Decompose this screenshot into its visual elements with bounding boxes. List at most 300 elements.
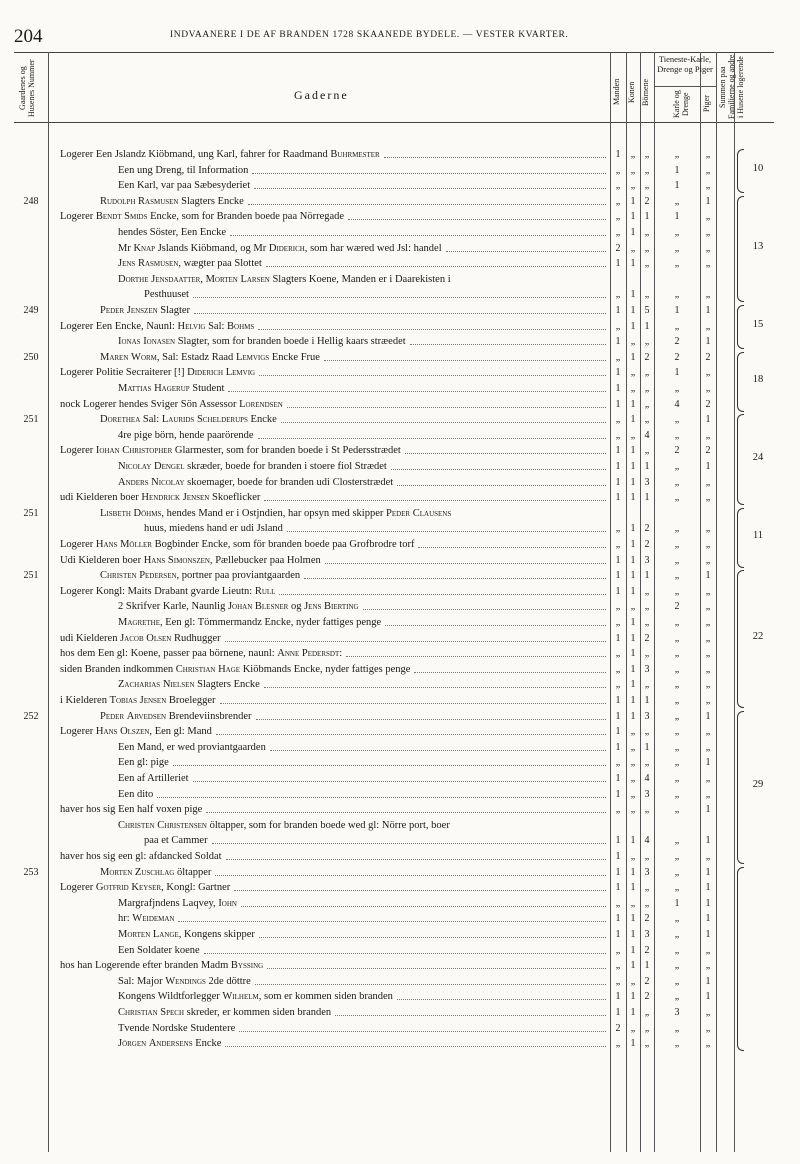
count-karle: „ xyxy=(674,991,680,1003)
count-konen: 1 xyxy=(630,585,636,597)
count-bornene: 2 xyxy=(644,991,650,1003)
count-konen: „ xyxy=(630,788,636,800)
entry-text: Lisbeth Döhms, hendes Mand er i Ostjndien, har opsyn med skipper Peder Clausens xyxy=(100,507,452,519)
count-bornene: 2 xyxy=(644,351,650,363)
count-piger: „ xyxy=(705,476,711,488)
entry-text: Mr Knap Jslands Kiöbmand, og Mr Diderich, som har wæred wed Jsl: handel xyxy=(118,242,442,254)
count-piger: „ xyxy=(705,180,711,192)
count-piger: „ xyxy=(705,944,711,956)
count-manden: „ xyxy=(615,944,621,956)
count-karle: „ xyxy=(674,773,680,784)
count-piger: „ xyxy=(705,960,711,972)
house-number: 250 xyxy=(23,351,39,363)
count-bornene: 2 xyxy=(644,195,650,207)
entry-text: Een gl: pige xyxy=(118,757,169,769)
house-number: 248 xyxy=(23,195,39,207)
count-bornene: „ xyxy=(644,804,650,816)
group-brace xyxy=(737,711,744,864)
count-bornene: 4 xyxy=(644,835,650,847)
count-bornene: 2 xyxy=(644,523,650,535)
table-frame xyxy=(14,52,774,1152)
table-row xyxy=(14,335,774,348)
count-piger: „ xyxy=(705,492,711,504)
count-karle: „ xyxy=(674,539,680,550)
entry-text: hos dem Een gl: Koene, passer paa börnene, naunl: Anne Pedersdt: xyxy=(60,648,343,660)
count-karle: „ xyxy=(674,710,680,722)
dot-leader xyxy=(414,663,606,673)
count-bornene: „ xyxy=(644,585,650,597)
entry-text: udi Kielderen Jacob Olsen Rudhugger xyxy=(60,632,221,644)
table-row xyxy=(14,195,774,208)
dot-leader xyxy=(225,1037,606,1047)
count-piger: 1 xyxy=(705,305,711,316)
count-karle: „ xyxy=(674,804,680,816)
count-manden: „ xyxy=(615,663,621,675)
entry-text: Margrafjndens Laqvey, Iohn xyxy=(118,897,237,909)
count-piger: „ xyxy=(705,773,711,784)
entry-text: Peder Jenszen Slagter xyxy=(100,305,191,316)
count-konen: 1 xyxy=(630,523,636,535)
entry-text: Een ung Dreng, til Information xyxy=(118,164,249,176)
header-karle: Karle og Drenge xyxy=(672,90,690,118)
count-manden: 1 xyxy=(615,258,621,270)
table-row xyxy=(14,476,774,489)
count-bornene: 1 xyxy=(644,320,650,332)
count-karle: 1 xyxy=(674,180,680,192)
entry-text: hr: Weideman xyxy=(118,913,175,925)
count-manden: „ xyxy=(615,414,621,426)
count-piger: 2 xyxy=(705,445,711,457)
count-bornene: 2 xyxy=(644,539,650,550)
dot-leader xyxy=(193,288,606,298)
count-piger: 1 xyxy=(705,882,711,894)
count-karle: 1 xyxy=(674,164,680,176)
count-konen: 1 xyxy=(630,648,636,660)
count-konen: 1 xyxy=(630,476,636,488)
entry-text: Kongens Wildtforlegger Wilhelm, som er kommen siden branden xyxy=(118,991,393,1003)
count-konen: „ xyxy=(630,336,636,348)
entry-text: Logerer Bendt Smids Encke, som for Branden boede paa Nörregade xyxy=(60,211,345,223)
count-karle: 2 xyxy=(674,445,680,457)
count-karle: „ xyxy=(674,695,680,706)
dot-leader xyxy=(397,990,606,1000)
count-bornene: 1 xyxy=(644,741,650,753)
entry-text: Mattias Hagerup Student xyxy=(118,383,225,394)
count-konen: 1 xyxy=(630,445,636,457)
count-karle: „ xyxy=(674,554,680,566)
table-row xyxy=(14,569,774,582)
count-konen: „ xyxy=(630,601,636,613)
group-brace xyxy=(737,570,744,708)
count-karle: „ xyxy=(674,149,680,160)
count-konen: „ xyxy=(630,851,636,862)
entry-text: siden Branden indkommen Christian Hage Kiöbmands Encke, nyder fattiges penge xyxy=(60,663,411,675)
group-brace xyxy=(737,196,744,303)
house-number: 249 xyxy=(23,305,39,316)
count-piger: „ xyxy=(705,164,711,176)
count-bornene: 2 xyxy=(644,975,650,987)
dot-leader xyxy=(384,148,606,158)
header-tieneste: Tieneste-Karle, Drenge og Piger xyxy=(657,54,713,74)
entry-text: Dorthe Jensdaatter, Morten Larsen Slagters Koene, Manden er i Daarekisten i xyxy=(118,273,451,285)
count-konen: „ xyxy=(630,1022,636,1034)
count-konen: „ xyxy=(630,741,636,753)
entry-text: hendes Söster, Een Encke xyxy=(118,227,227,238)
count-manden: 1 xyxy=(615,929,621,940)
count-konen: 1 xyxy=(630,305,636,316)
entry-text: Morten Lange, Kongens skipper xyxy=(118,929,255,940)
count-konen: „ xyxy=(630,897,636,909)
count-konen: 1 xyxy=(630,461,636,472)
count-piger: „ xyxy=(705,632,711,644)
dot-leader xyxy=(259,928,606,938)
table-row xyxy=(14,460,774,473)
table-row xyxy=(14,741,774,754)
count-karle: „ xyxy=(674,866,680,878)
count-piger: 2 xyxy=(705,398,711,410)
entry-text: Morten Zuschlag öltapper xyxy=(100,866,212,878)
count-manden: 1 xyxy=(615,851,621,862)
table-row xyxy=(14,772,774,785)
count-bornene: „ xyxy=(644,679,650,691)
table-row xyxy=(14,975,774,988)
table-row xyxy=(14,632,774,645)
dot-leader xyxy=(325,554,606,564)
count-manden: „ xyxy=(615,227,621,238)
count-piger: „ xyxy=(705,554,711,566)
count-konen: 1 xyxy=(630,398,636,410)
count-konen: 1 xyxy=(630,211,636,223)
count-piger: „ xyxy=(705,851,711,862)
table-row xyxy=(14,959,774,972)
count-konen: „ xyxy=(630,383,636,394)
entry-text: hos han Logerende efter branden Madm Byssing xyxy=(60,960,264,972)
count-piger: „ xyxy=(705,585,711,597)
dot-leader xyxy=(259,366,606,376)
entry-text: udi Kielderen boer Hendrick Jensen Skoeflicker xyxy=(60,492,261,504)
dot-leader xyxy=(287,522,606,532)
count-bornene: 2 xyxy=(644,913,650,925)
count-manden: „ xyxy=(615,804,621,816)
count-piger: „ xyxy=(705,617,711,628)
dot-leader xyxy=(226,850,606,860)
count-bornene: 1 xyxy=(644,960,650,972)
count-karle: „ xyxy=(674,632,680,644)
header-summen: Summen paa Familierne og andre i Husene logerende xyxy=(718,54,745,120)
dot-leader xyxy=(248,195,606,205)
count-piger: 1 xyxy=(705,414,711,426)
count-konen: „ xyxy=(630,429,636,441)
dot-leader xyxy=(324,351,606,361)
dot-leader xyxy=(446,242,606,252)
count-manden: „ xyxy=(615,523,621,535)
count-manden: „ xyxy=(615,757,621,769)
page-number: 204 xyxy=(14,26,43,47)
table-row xyxy=(14,382,774,395)
count-manden: 1 xyxy=(615,554,621,566)
entry-text: Christian Spech skreder, er kommen siden branden xyxy=(118,1007,332,1018)
table-row xyxy=(14,678,774,691)
count-piger: 1 xyxy=(705,710,711,722)
entry-text: haver hos sig Een half voxen pige xyxy=(60,804,203,816)
dot-leader xyxy=(255,975,606,985)
count-karle: „ xyxy=(674,383,680,394)
count-manden: 1 xyxy=(615,788,621,800)
count-karle: „ xyxy=(674,960,680,972)
dot-leader xyxy=(418,538,606,548)
count-bornene: 1 xyxy=(644,570,650,582)
count-konen: 1 xyxy=(630,414,636,426)
entry-text: Logerer Hans Möller Bogbinder Encke, som för branden boede paa Grofbrodre torf xyxy=(60,539,415,550)
table-row xyxy=(14,928,774,941)
house-number: 252 xyxy=(23,710,39,722)
table-row xyxy=(14,257,774,270)
count-karle: „ xyxy=(674,570,680,582)
count-konen: „ xyxy=(630,975,636,987)
count-konen: „ xyxy=(630,164,636,176)
entry-text: Rudolph Rasmusen Slagters Encke xyxy=(100,195,244,207)
count-karle: „ xyxy=(674,492,680,504)
header-manden: Manden xyxy=(612,78,621,106)
count-piger: „ xyxy=(705,367,711,379)
count-karle: „ xyxy=(674,476,680,488)
count-karle: „ xyxy=(674,195,680,207)
count-bornene: „ xyxy=(644,289,650,301)
count-konen: 1 xyxy=(630,1007,636,1018)
table-row xyxy=(14,444,774,457)
count-konen: „ xyxy=(630,180,636,192)
count-karle: „ xyxy=(674,258,680,270)
count-manden: 1 xyxy=(615,632,621,644)
count-manden: 1 xyxy=(615,866,621,878)
table-row xyxy=(14,398,774,411)
count-manden: „ xyxy=(615,195,621,207)
table-row xyxy=(14,554,774,567)
entry-text: huus, miedens hand er udi Jsland xyxy=(144,523,283,535)
count-karle: 1 xyxy=(674,211,680,223)
count-bornene: 3 xyxy=(644,710,650,722)
count-manden: 1 xyxy=(615,710,621,722)
dot-leader xyxy=(178,912,606,922)
count-bornene: 1 xyxy=(644,695,650,706)
header-gaderne: Gaderne xyxy=(294,88,349,102)
entry-text: Anders Nicolay skoemager, boede for branden udi Closterstrædet xyxy=(118,476,394,488)
table-row xyxy=(14,320,774,333)
dot-leader xyxy=(230,226,606,236)
entry-text: Logerer Politie Secraiterer [!] Diderich Lemvig xyxy=(60,367,256,379)
count-bornene: 3 xyxy=(644,866,650,878)
count-manden: 2 xyxy=(615,1022,621,1034)
table-row xyxy=(14,600,774,613)
count-konen: 1 xyxy=(630,960,636,972)
count-manden: „ xyxy=(615,617,621,628)
entry-text: Logerer Een Jslandz Kiöbmand, ung Karl, fahrer for Raadmand Buhrmester xyxy=(60,149,380,160)
house-number: 251 xyxy=(23,414,39,426)
count-manden: 1 xyxy=(615,991,621,1003)
dot-leader xyxy=(258,320,606,330)
entry-text: Jörgen Andersens Encke xyxy=(118,1038,222,1050)
entry-text: Magrethe, Een gl: Tömmermandz Encke, nyder fattiges penge xyxy=(118,617,382,628)
count-konen: 1 xyxy=(630,663,636,675)
count-bornene: „ xyxy=(644,617,650,628)
dot-leader xyxy=(234,881,606,891)
count-piger: 1 xyxy=(705,804,711,816)
table-row xyxy=(14,538,774,551)
count-bornene: 2 xyxy=(644,632,650,644)
table-row xyxy=(14,304,774,317)
dot-leader xyxy=(173,756,606,766)
count-karle: „ xyxy=(674,617,680,628)
header-nummer: Gaardenes og Husenes Nummer xyxy=(18,59,36,117)
dot-leader xyxy=(385,616,606,626)
table-row xyxy=(14,788,774,801)
count-karle: 2 xyxy=(674,601,680,613)
count-manden: 2 xyxy=(615,242,621,254)
entry-text: Logerer Iohan Christopher Glarmester, som for branden boede i St Pedersstrædet xyxy=(60,445,401,457)
count-piger: 1 xyxy=(705,195,711,207)
count-karle: „ xyxy=(674,929,680,940)
dot-leader xyxy=(281,413,606,423)
count-manden: „ xyxy=(615,429,621,441)
group-total: 10 xyxy=(752,163,764,175)
count-karle: „ xyxy=(674,663,680,675)
dot-leader xyxy=(346,647,606,657)
count-bornene: 4 xyxy=(644,773,650,784)
dot-leader xyxy=(264,491,606,501)
count-piger: „ xyxy=(705,1022,711,1034)
count-piger: „ xyxy=(705,429,711,441)
entry-text: Een Mand, er wed proviantgaarden xyxy=(118,741,266,753)
count-karle: „ xyxy=(674,227,680,238)
count-manden: 1 xyxy=(615,695,621,706)
group-brace xyxy=(737,867,744,1052)
count-karle: „ xyxy=(674,1022,680,1034)
count-bornene: „ xyxy=(644,336,650,348)
count-karle: „ xyxy=(674,944,680,956)
count-manden: 1 xyxy=(615,741,621,753)
count-konen: 1 xyxy=(630,1038,636,1050)
count-manden: „ xyxy=(615,679,621,691)
table-row xyxy=(14,522,774,535)
count-konen: 1 xyxy=(630,539,636,550)
count-piger: „ xyxy=(705,648,711,660)
table-row xyxy=(14,819,774,832)
count-karle: 1 xyxy=(674,305,680,316)
entry-text: Zacharias Nielsen Slagters Encke xyxy=(118,679,260,691)
table-row xyxy=(14,1006,774,1019)
count-manden: 1 xyxy=(615,1007,621,1018)
dot-leader xyxy=(256,710,606,720)
count-manden: 1 xyxy=(615,461,621,472)
count-piger: „ xyxy=(705,523,711,535)
count-piger: 1 xyxy=(705,913,711,925)
dot-leader xyxy=(193,772,606,782)
table-row xyxy=(14,351,774,364)
count-piger: „ xyxy=(705,741,711,753)
count-bornene: 3 xyxy=(644,663,650,675)
count-piger: 1 xyxy=(705,975,711,987)
count-piger: 1 xyxy=(705,757,711,769)
count-konen: 1 xyxy=(630,195,636,207)
count-konen: „ xyxy=(630,726,636,738)
count-piger: „ xyxy=(705,695,711,706)
entry-text: nock Logerer hendes Sviger Sön Assessor Lorendsen xyxy=(60,398,283,410)
count-karle: 2 xyxy=(674,336,680,348)
count-piger: „ xyxy=(705,1007,711,1018)
entry-text: Maren Worm, Sal: Estadz Raad Lemvigs Encke Frue xyxy=(100,351,320,363)
count-piger: 1 xyxy=(705,336,711,348)
count-bornene: „ xyxy=(644,726,650,738)
dot-leader xyxy=(225,632,606,642)
table-row xyxy=(14,944,774,957)
count-konen: „ xyxy=(630,804,636,816)
count-karle: „ xyxy=(674,429,680,441)
count-manden: „ xyxy=(615,351,621,363)
count-bornene: „ xyxy=(644,383,650,394)
dot-leader xyxy=(252,164,606,174)
group-total: 13 xyxy=(752,241,764,253)
count-manden: „ xyxy=(615,1038,621,1050)
dot-leader xyxy=(304,569,606,579)
count-piger: „ xyxy=(705,663,711,675)
table-row xyxy=(14,585,774,598)
count-piger: „ xyxy=(705,601,711,613)
header-subrule xyxy=(654,86,716,87)
table-row xyxy=(14,694,774,707)
count-bornene: „ xyxy=(644,258,650,270)
count-manden: „ xyxy=(615,601,621,613)
dot-leader xyxy=(279,585,606,595)
group-brace xyxy=(737,149,744,193)
dot-leader xyxy=(212,834,606,844)
entry-text: Udi Kielderen boer Hans Simonszen, Pællebucker paa Holmen xyxy=(60,554,321,566)
count-konen: 1 xyxy=(630,866,636,878)
count-bornene: „ xyxy=(644,1022,650,1034)
dot-leader xyxy=(391,460,606,470)
dot-leader xyxy=(267,959,606,969)
count-manden: „ xyxy=(615,648,621,660)
table-row xyxy=(14,179,774,192)
table-row xyxy=(14,803,774,816)
entry-text: paa et Cammer xyxy=(144,835,208,847)
count-piger: 1 xyxy=(705,929,711,940)
count-konen: 1 xyxy=(630,944,636,956)
count-piger: 1 xyxy=(705,461,711,472)
group-brace xyxy=(737,352,744,412)
count-bornene: 3 xyxy=(644,788,650,800)
count-konen: 1 xyxy=(630,991,636,1003)
table-row xyxy=(14,756,774,769)
count-bornene: 3 xyxy=(644,929,650,940)
entry-text: 2 Skrifver Karle, Naunlig Johan Blesner og Jens Bierting xyxy=(118,601,359,613)
count-bornene: „ xyxy=(644,897,650,909)
top-rule xyxy=(14,52,774,53)
count-karle: „ xyxy=(674,913,680,925)
dot-leader xyxy=(194,304,606,314)
count-manden: 1 xyxy=(615,476,621,488)
count-karle: „ xyxy=(674,975,680,987)
count-karle: 1 xyxy=(674,897,680,909)
count-karle: „ xyxy=(674,757,680,769)
table-row xyxy=(14,491,774,504)
count-konen: 1 xyxy=(630,929,636,940)
group-brace xyxy=(737,508,744,568)
table-row xyxy=(14,710,774,723)
count-manden: 1 xyxy=(615,398,621,410)
count-piger: 1 xyxy=(705,835,711,847)
table-row xyxy=(14,663,774,676)
entry-text: Logerer Gotfrid Keyser, Kongl: Gartner xyxy=(60,882,231,894)
